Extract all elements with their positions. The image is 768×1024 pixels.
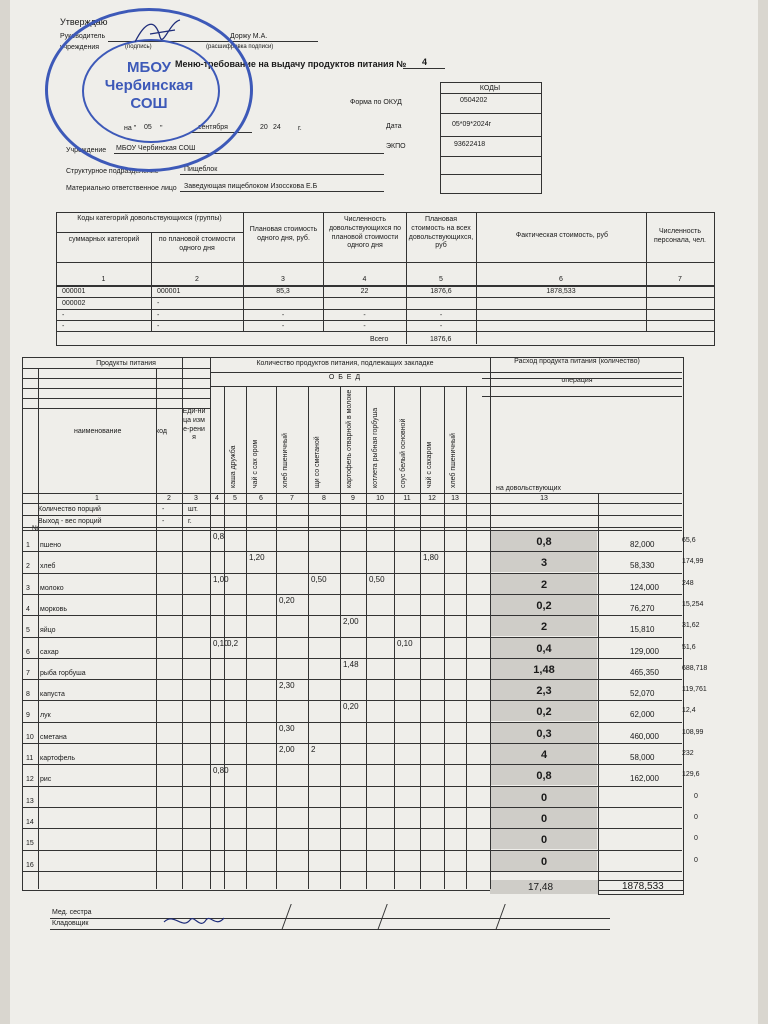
cat-cell: 1876,6 [430,288,452,295]
institution-label: Учреждение [66,147,107,154]
grid-line [482,378,682,379]
product-price: 129,000 [630,647,659,656]
product-name: рыба горбуша [40,670,86,677]
quantity-cell: 0,50 [311,575,327,584]
row-number: 10 [26,734,34,741]
main-h-obed: О Б Е Д [328,374,362,381]
signature-approval [130,12,190,52]
cat-cell: - [157,323,160,330]
grid-line [210,357,211,889]
quantity-cell: 1,48 [343,660,359,669]
cat-h4: Численность довольствующихся по плановой стоимости одного дня [328,216,402,250]
product-price: 460,000 [630,732,659,741]
row-number: 3 [26,585,30,592]
codes-header: КОДЫ [479,85,501,92]
quantity-cell: 2,00 [343,617,359,626]
sign-hint: (подпись) [125,44,152,50]
quantity-cell: 0,20 [279,596,295,605]
product-name: лук [40,712,51,719]
product-sum: 248 [682,580,694,587]
dish-header: хлеб пшеничный [282,433,289,488]
cat-h-plan: по плановой стоимости одного дня [158,236,236,252]
grid-line [22,503,682,504]
row-number: 14 [26,819,34,826]
product-sum: 688,718 [682,665,708,672]
product-sum: 12,4 [682,707,696,714]
codes-box [440,82,542,194]
product-price: 76,270 [630,604,655,613]
main-h-allowance: на довольствующих [496,485,561,492]
cat-col-number: 2 [195,276,199,283]
column-number: 4 [215,495,219,502]
grid-line [156,368,157,889]
product-total-qty: 0 [540,834,548,846]
product-total-qty: 0,8 [536,536,552,548]
product-name: морковь [40,606,67,613]
column-number: 8 [322,495,326,502]
row-number: 11 [26,755,34,762]
product-name: сметана [40,734,67,741]
institution-value: МБОУ Чербинская СОШ [116,145,196,152]
cat-h5: Плановая стоимость на всех довольствующихся, руб [408,216,474,250]
cat-col-number: 7 [678,276,682,283]
seal-line3: СОШ [130,95,168,112]
column-number: 11 [403,495,411,502]
product-total-qty: 2 [540,621,548,633]
yield-dash: - [162,518,165,525]
date-year: 24 [273,124,281,131]
quantity-cell: 0,2 [227,639,239,648]
row-number: 15 [26,840,34,847]
okud-value: 0504202 [460,97,488,104]
portions-label: Количество порций [38,506,101,513]
product-sum: 232 [682,750,694,757]
grid-line [182,357,183,889]
product-total-qty: 0,2 [536,706,552,718]
column-number: 13 [540,495,548,502]
grid-line [366,386,367,889]
row-number: 9 [26,712,30,719]
approve-label: Утверждаю [60,17,108,27]
cat-col-number: 6 [559,276,563,283]
row-number: 16 [26,862,34,869]
product-total-qty: 0 [540,792,548,804]
product-name: молоко [40,585,64,592]
portions-dash: - [162,506,165,513]
department-label: Структурное подразделение [66,168,159,175]
cat-h-codes: Коды категорий довольствующихся (группы) [77,215,222,222]
main-h-unit: Еди-ница изме-рения [182,408,206,442]
quantity-cell: 1,20 [249,553,265,562]
product-total-qty: 0 [540,856,548,868]
product-sum: 0 [694,793,698,800]
quantity-cell: 0,10 [397,639,413,648]
row-number: 8 [26,691,30,698]
cat-total-label: Всего [370,336,389,343]
cat-cell: - [281,312,285,319]
dish-header: соус белый основной [400,418,407,488]
storekeeper-signature [160,908,230,936]
product-sum: 51,6 [682,644,696,651]
grid-line [246,386,247,889]
seal-line2: Чербинская [104,77,194,94]
quantity-cell: 0,30 [279,724,295,733]
cat-col-number: 1 [101,276,106,283]
product-sum: 119,761 [682,686,707,693]
row-number: 5 [26,627,30,634]
quantity-cell: 0,20 [343,702,359,711]
cat-cell: 22 [360,288,369,295]
product-price: 58,330 [630,561,655,570]
product-total-qty: 0,2 [536,600,552,612]
date-label: Дата [386,123,402,130]
date-year-prefix: 20 [260,124,268,131]
cat-col-number: 5 [439,276,443,283]
cat-cell: - [363,323,366,330]
main-h-expense: Расход продукта питания (количество) [514,358,640,365]
cat-cell: 000001 [157,288,181,295]
quantity-cell: 1,80 [423,553,439,562]
product-name: картофель [40,755,76,762]
column-number: 13 [451,495,459,502]
cat-col-number: 3 [281,276,285,283]
dish-header: щи со сметаной [314,436,321,488]
cat-cell: - [363,312,366,319]
row-number: 2 [26,563,30,570]
column-number: 3 [194,495,198,502]
grid-line [22,527,682,528]
okud-label: Форма по ОКУД [350,99,402,106]
menu-requisition-sheet [10,0,758,1024]
product-price: 465,350 [630,668,659,677]
cat-h-sum: суммарных категорий [68,236,140,243]
cat-h3: Плановая стоимость одного дня, руб. [249,226,318,242]
cat-col-number: 4 [362,276,367,283]
product-name: сахар [40,649,59,656]
grid-line [340,386,341,889]
product-name: хлеб [40,563,56,570]
row-number: 1 [26,542,30,549]
page-title: Меню-требование на выдачу продуктов питания № [175,59,407,69]
quantity-cell: 0,10 [213,639,229,648]
dish-header: котлета рыбная горбуша [372,407,379,488]
column-number: 2 [167,495,171,502]
product-sum: 0 [694,857,698,864]
cat-cell: 85,3 [276,288,290,295]
row-number: 6 [26,649,30,656]
grid-line [394,386,395,889]
grid-line [466,386,467,889]
quantity-cell: 0,80 [213,766,229,775]
dish-header: каша дружба [230,445,237,488]
date-value: 05*09*2024г [452,121,492,128]
cat-cell: - [157,312,160,319]
head-label: Руководитель [60,33,106,40]
cat-cell: 000001 [62,288,86,295]
grid-line [38,368,39,889]
product-total-qty: 2,3 [536,685,552,697]
date-month: сентября [198,124,228,131]
column-number: 7 [290,495,294,502]
product-price: 58,000 [630,753,655,762]
row-no-label: № [32,525,40,532]
product-sum: 15,254 [682,601,704,608]
quantity-cell: 2 [311,745,316,754]
main-h-products: Продукты питания [96,360,156,367]
product-total-qty: 4 [540,749,548,761]
portions-unit: шт. [188,506,198,513]
product-total-qty: 0,3 [536,728,552,740]
product-name: капуста [40,691,65,698]
grid-line [22,515,682,516]
product-sum: 108,99 [682,729,704,736]
cat-total-value: 1876,6 [430,336,452,343]
yield-label: Выход - вес порций [38,518,102,525]
dish-header: чай с сахаром [426,441,433,488]
product-total-qty: 1,48 [533,664,555,676]
cat-cell: - [439,312,443,319]
column-number: 10 [376,495,384,502]
cat-cell: - [281,323,285,330]
quantity-cell: 0,50 [369,575,385,584]
department-value: Пищеблок [184,166,218,173]
quantity-cell: 0,8 [213,532,225,541]
cat-cell: 1878,533 [546,288,576,295]
product-total-qty: 2 [540,579,548,591]
product-price: 52,070 [630,689,655,698]
product-name: рис [40,776,52,783]
product-price: 162,000 [630,774,659,783]
product-sum: 129,6 [682,771,700,778]
quantity-cell: 1,00 [213,575,229,584]
grid-line [482,396,682,397]
main-h-code: код [156,428,167,435]
dish-header: хлеб пшеничный [450,433,457,488]
grid-line [22,493,682,494]
nurse-label: Мед. сестра [52,909,92,916]
cat-cell: - [439,323,443,330]
yield-unit: г. [188,518,192,525]
cat-cell: 000002 [62,300,86,307]
product-total-qty: 0 [540,813,548,825]
storekeeper-label: Кладовщик [52,920,89,927]
product-name: яйцо [40,627,56,634]
head-name: Доржу М.А. [230,33,268,40]
date-day: 05 [144,124,152,131]
row-number: 4 [26,606,30,613]
cat-cell: - [62,323,65,330]
seal-line1: МБОУ [127,59,171,76]
column-number: 12 [428,495,436,502]
grid-line [224,386,225,889]
grid-line [598,493,599,889]
grid-line [420,386,421,889]
cat-cell: - [62,312,65,319]
responsible-label: Материально ответственное лицо [66,185,177,192]
grid-line [444,386,445,889]
title-number: 4 [422,57,428,67]
product-price: 15,810 [630,625,655,634]
row-number: 12 [26,776,34,783]
date-quote: " [160,125,163,132]
main-h-name: наименование [74,428,122,435]
cat-h6: Фактическая стоимость, руб [515,232,609,239]
product-total-qty: 0,4 [536,643,552,655]
cat-h7: Численность персонала, чел. [653,228,706,244]
grid-line [210,386,682,387]
okpo-value: 93622418 [454,141,486,148]
product-total-qty: 3 [540,557,548,569]
product-price: 124,000 [630,583,659,592]
product-price: 62,000 [630,710,655,719]
main-h-qty: Количество продуктов питания, подлежащих закладке [256,360,434,367]
column-number: 6 [259,495,263,502]
decode-hint: (расшифровка подписи) [206,44,274,50]
product-sum: 0 [694,835,698,842]
quantity-cell: 2,30 [279,681,295,690]
product-sum: 65,6 [682,537,696,544]
dish-header: чай с сах ором [252,439,259,488]
product-sum: 31,62 [682,622,700,629]
dish-header: картофель отварной в молоке [346,389,353,488]
grid-line [276,386,277,889]
main-h-operation: операция [561,377,593,384]
grid-line [210,372,682,373]
date-g: г. [298,125,302,132]
grid-line [308,386,309,889]
cat-cell: - [157,300,160,307]
product-sum: 0 [694,814,698,821]
grid-line [22,871,682,872]
total-sum: 1878,533 [622,881,664,892]
column-number: 1 [95,495,99,502]
product-sum: 174,99 [682,558,704,565]
responsible-value: Заведующая пищеблоком Изосскова Е.Б [184,183,318,190]
okpo-label: ЭКПО [386,143,406,150]
product-total-qty: 0,8 [536,770,552,782]
quantity-cell: 2,00 [279,745,295,754]
column-number: 5 [233,495,237,502]
org-label: учреждения [60,44,100,51]
column-number: 9 [351,495,355,502]
row-number: 7 [26,670,30,677]
product-name: пшено [40,542,62,549]
product-price: 82,000 [630,540,655,549]
total-qty: 17,48 [528,882,554,893]
date-prefix: на " [124,125,137,132]
row-number: 13 [26,798,34,805]
